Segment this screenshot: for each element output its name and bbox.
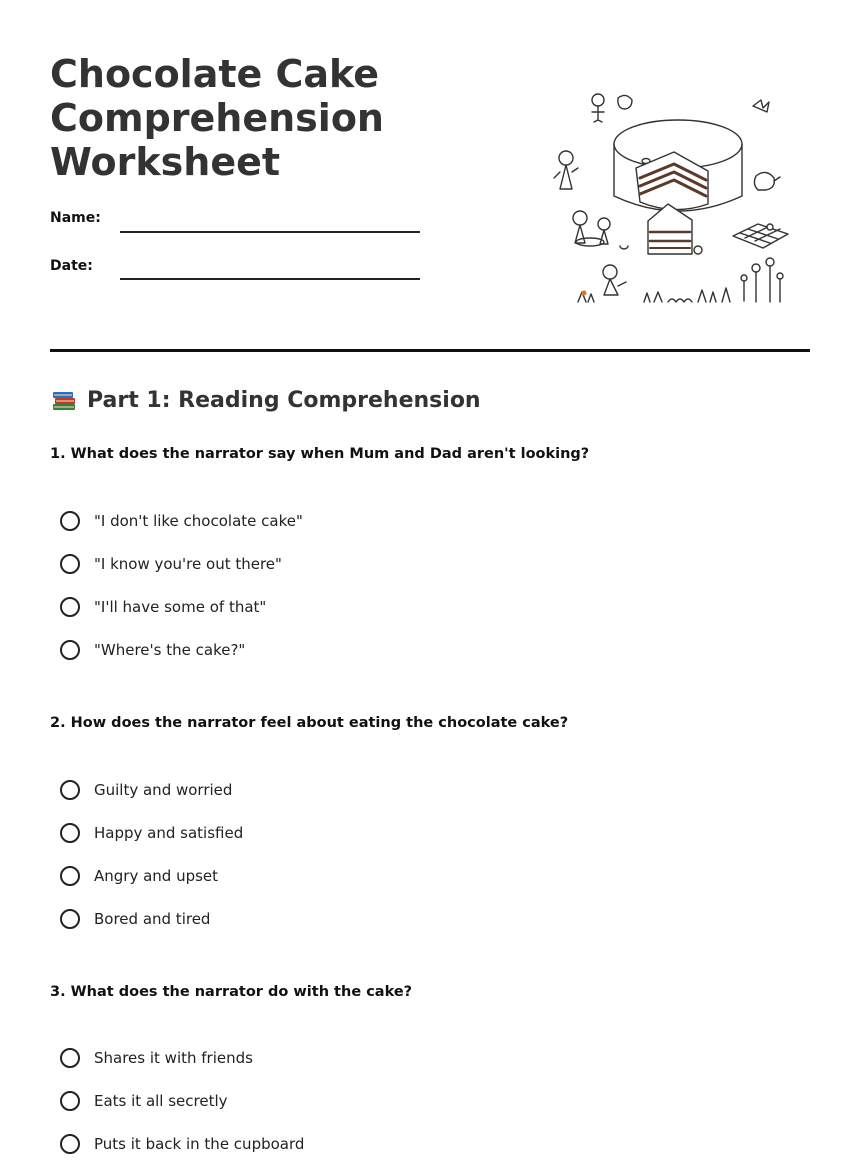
radio-button[interactable] — [60, 597, 80, 617]
radio-button[interactable] — [60, 780, 80, 800]
radio-button[interactable] — [60, 1048, 80, 1068]
q1-option-c[interactable] — [60, 597, 266, 617]
q3-option-a[interactable] — [60, 1048, 253, 1068]
radio-button[interactable] — [60, 640, 80, 660]
q1-option-a[interactable] — [60, 511, 303, 531]
part1-heading — [50, 386, 481, 414]
date-field[interactable] — [120, 278, 420, 280]
option-label: "Where's the cake?" — [94, 641, 246, 659]
radio-button[interactable] — [60, 866, 80, 886]
q1-option-d[interactable] — [60, 640, 245, 660]
option-label: "I don't like chocolate cake" — [94, 512, 303, 530]
question-1: 1. What does the narrator say when Mum and Dad aren't looking? — [50, 446, 590, 462]
date-label: Date: — [50, 258, 93, 274]
radio-button[interactable] — [60, 511, 80, 531]
option-label: Bored and tired — [94, 910, 211, 928]
radio-button[interactable] — [60, 1091, 80, 1111]
q2-option-b[interactable] — [60, 823, 243, 843]
option-label: Angry and upset — [94, 867, 219, 885]
option-label: Puts it back in the cupboard — [94, 1135, 305, 1153]
option-label: Guilty and worried — [94, 781, 233, 799]
header-divider — [50, 349, 810, 352]
option-label: "I'll have some of that" — [94, 598, 267, 616]
q2-option-c[interactable] — [60, 866, 218, 886]
name-field[interactable] — [120, 231, 420, 233]
option-label: Eats it all secretly — [94, 1092, 228, 1110]
q3-option-b[interactable] — [60, 1091, 228, 1111]
radio-button[interactable] — [60, 554, 80, 574]
part1-title: Part 1: Reading Comprehension — [87, 387, 481, 413]
q2-option-a[interactable] — [60, 780, 232, 800]
question-3: 3. What does the narrator do with the cake? — [50, 984, 413, 1000]
name-label: Name: — [50, 210, 101, 226]
cake-illustration — [548, 86, 793, 311]
option-label: Happy and satisfied — [94, 824, 244, 842]
radio-button[interactable] — [60, 1134, 80, 1154]
q2-option-d[interactable] — [60, 909, 210, 929]
question-2: 2. How does the narrator feel about eating the chocolate cake? — [50, 715, 569, 731]
radio-button[interactable] — [60, 909, 80, 929]
worksheet-title: Chocolate Cake Comprehension Worksheet — [50, 52, 384, 184]
books-icon — [50, 386, 78, 414]
q3-option-c[interactable] — [60, 1134, 304, 1154]
option-label: "I know you're out there" — [94, 555, 282, 573]
option-label: Shares it with friends — [94, 1049, 253, 1067]
q1-option-b[interactable] — [60, 554, 282, 574]
radio-button[interactable] — [60, 823, 80, 843]
